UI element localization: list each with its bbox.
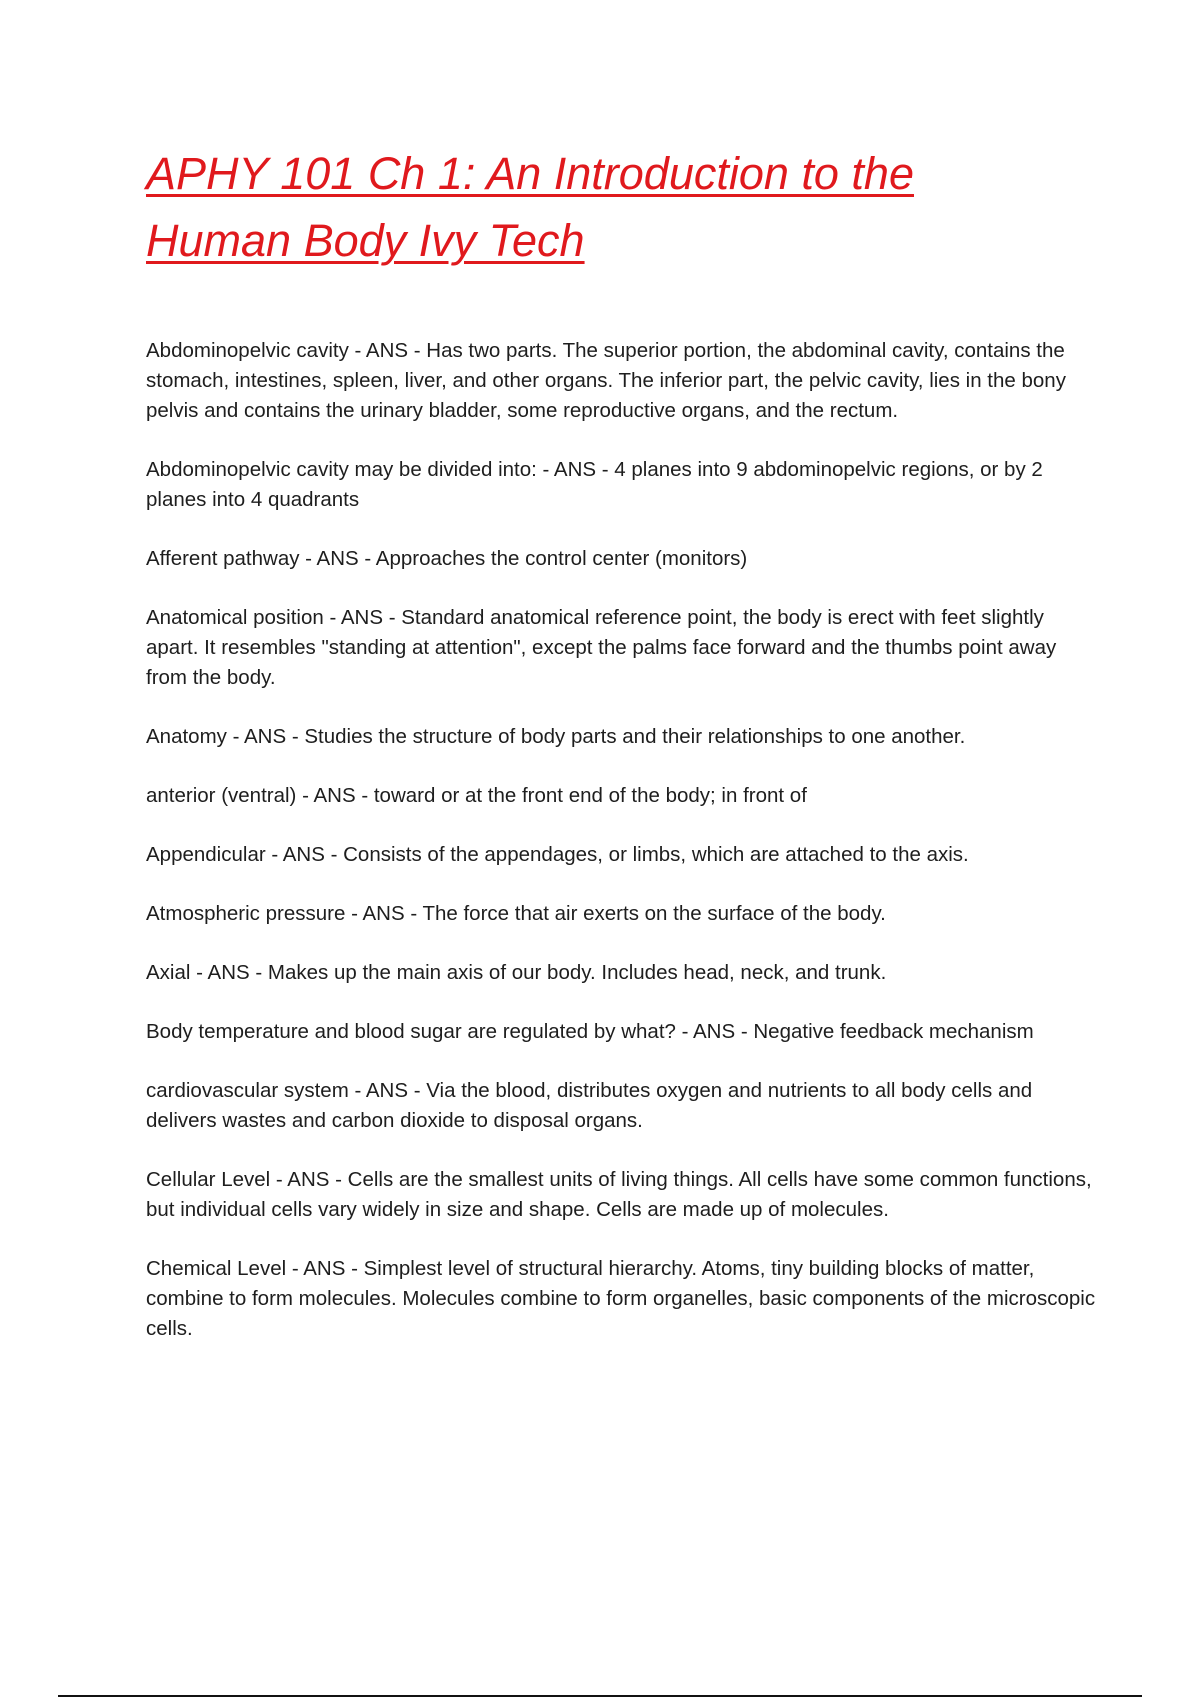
flashcard-entry: Anatomical position - ANS - Standard anatomical reference point, the body is erect with feet slightly apart. It resembles "standing at attention", except the palms face forward and the thumbs point away from the body. [146, 606, 1057, 689]
flashcard-entry: Anatomy - ANS - Studies the structure of body parts and their relationships to one another. [146, 725, 966, 748]
flashcard-entry: Appendicular - ANS - Consists of the appendages, or limbs, which are attached to the axis. [146, 843, 969, 866]
flashcard-entry: Atmospheric pressure - ANS - The force that air exerts on the surface of the body. [146, 902, 886, 925]
document-title: APHY 101 Ch 1: An Introduction to the Human Body Ivy Tech [146, 148, 914, 266]
page-bottom-rule [58, 1695, 1142, 1697]
flashcard-entry: Chemical Level - ANS - Simplest level of structural hierarchy. Atoms, tiny building blocks of matter, combine to form molecules. Molecules combine to form organelles, basic components of the microscopic cells. [146, 1257, 1096, 1340]
flashcard-entry: Abdominopelvic cavity may be divided into: - ANS - 4 planes into 9 abdominopelvic regions, or by 2 planes into 4 quadrants [146, 458, 1043, 511]
flashcard-entry: Abdominopelvic cavity - ANS - Has two parts. The superior portion, the abdominal cavity, contains the stomach, intestines, spleen, liver, and other organs. The inferior part, the pelvic cavity, lies in the bony pelvis and contains the urinary bladder, some reproductive organs, and the rectum. [146, 339, 1066, 422]
flashcard-entry: anterior (ventral) - ANS - toward or at the front end of the body; in front of [146, 784, 807, 807]
flashcard-entry: Body temperature and blood sugar are regulated by what? - ANS - Negative feedback mechanism [146, 1020, 1034, 1043]
flashcard-entry: Afferent pathway - ANS - Approaches the control center (monitors) [146, 547, 748, 570]
flashcard-list [146, 336, 1096, 1373]
flashcard-entry: cardiovascular system - ANS - Via the blood, distributes oxygen and nutrients to all body cells and delivers wastes and carbon dioxide to disposal organs. [146, 1079, 1033, 1132]
flashcard-entry: Cellular Level - ANS - Cells are the smallest units of living things. All cells have some common functions, but individual cells vary widely in size and shape. Cells are made up of molecules. [146, 1168, 1092, 1221]
flashcard-entry: Axial - ANS - Makes up the main axis of our body. Includes head, neck, and trunk. [146, 961, 887, 984]
